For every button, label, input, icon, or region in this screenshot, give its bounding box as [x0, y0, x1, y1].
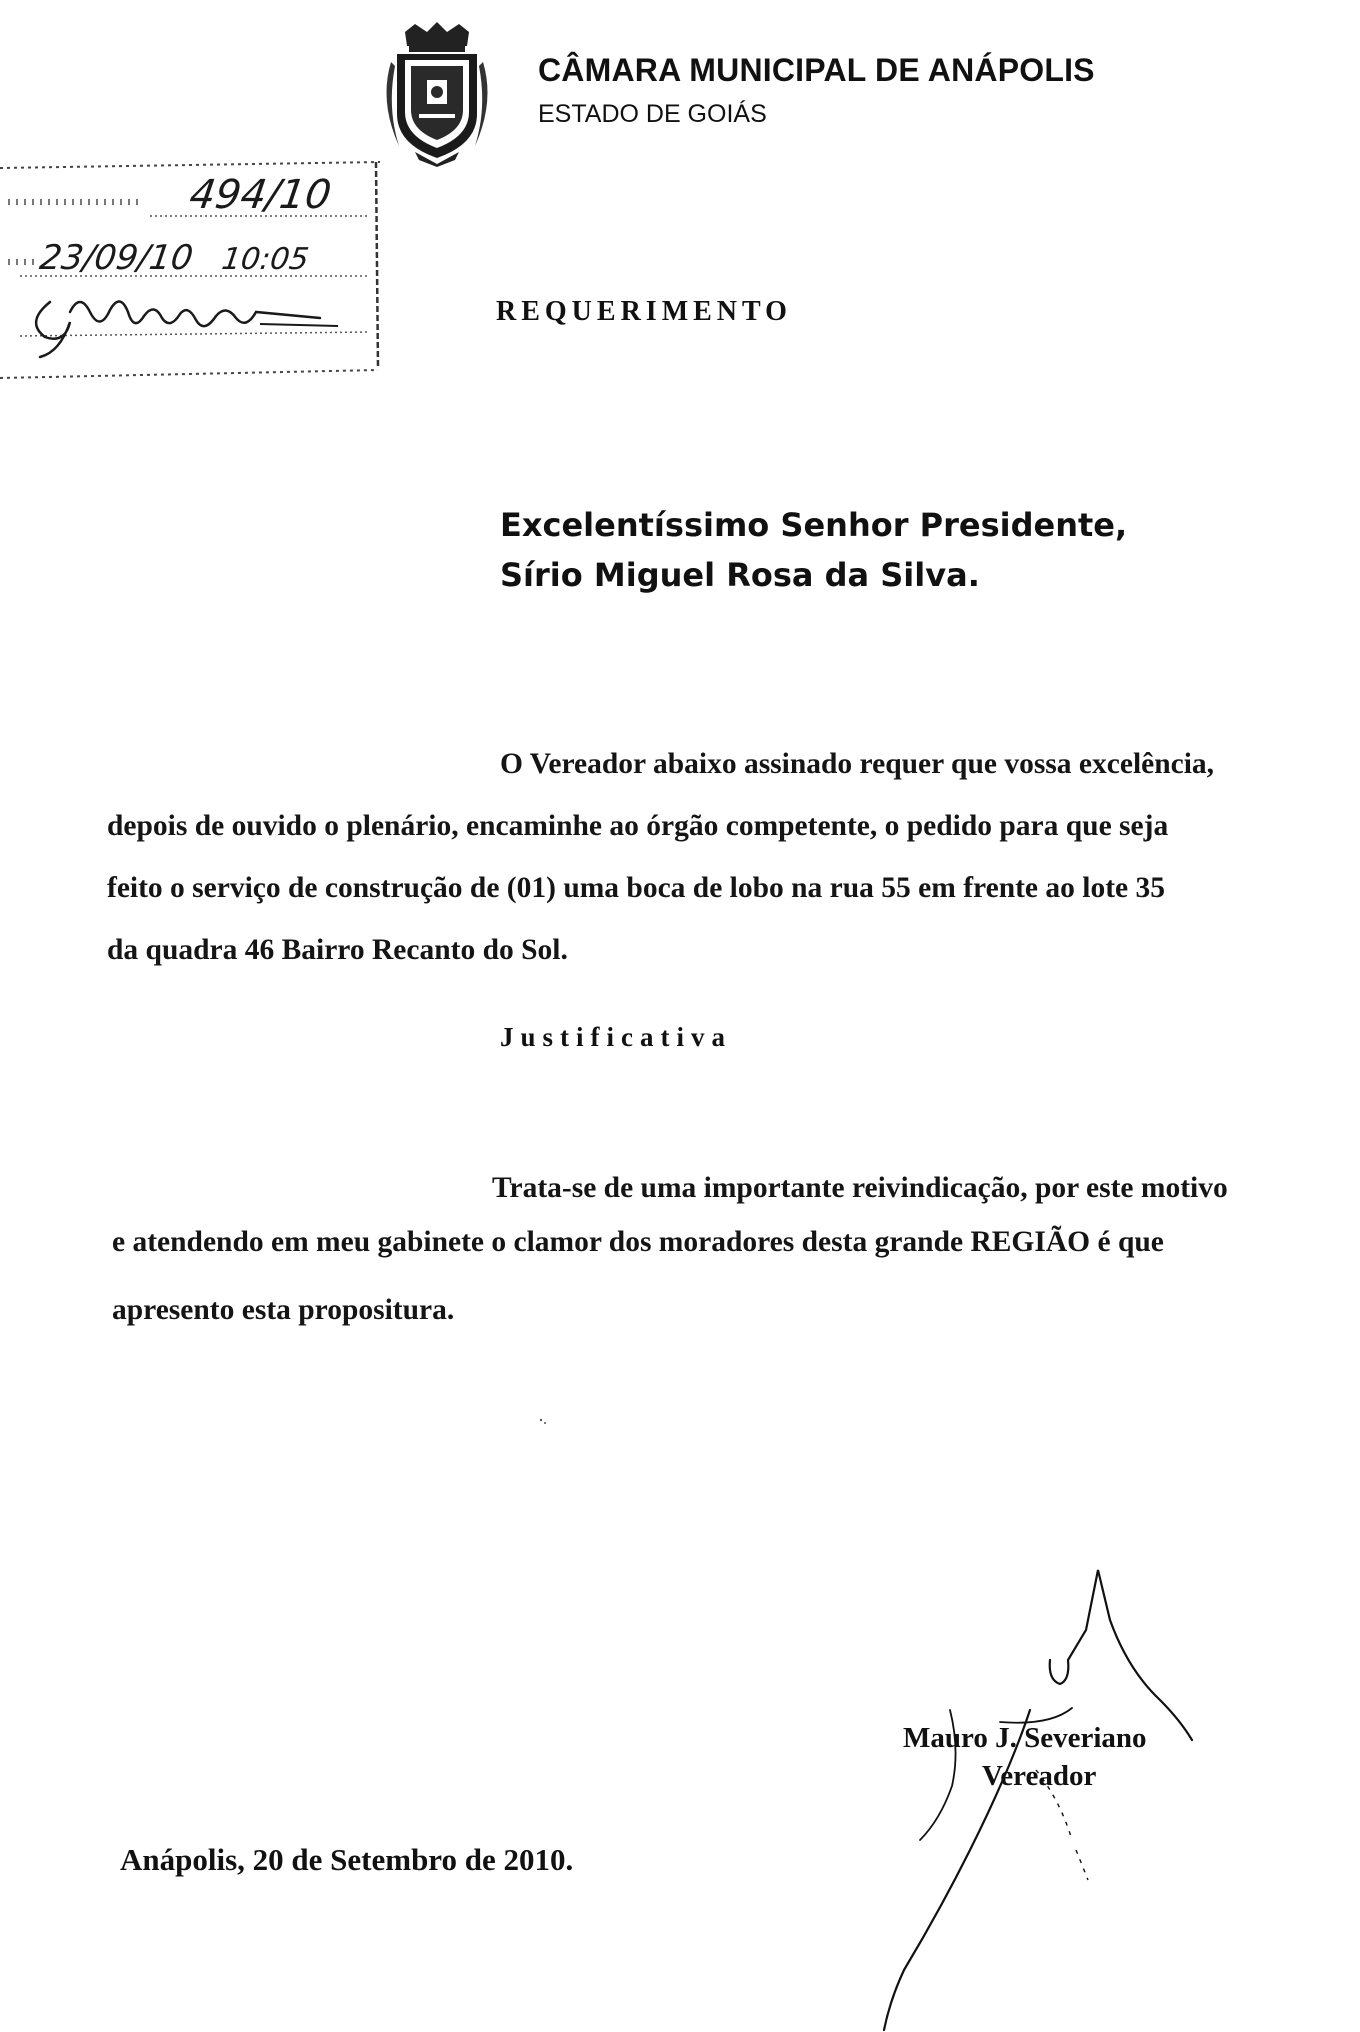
body-line: O Vereador abaixo assinado requer que vossa excelência, — [500, 748, 1215, 780]
justification-line: apresento esta propositura. — [112, 1294, 455, 1326]
addressee — [500, 500, 1127, 600]
body-line: feito o serviço de construção de (01) uma boca de lobo na rua 55 em frente ao lote 35 — [107, 872, 1166, 904]
scan-speck — [536, 1414, 550, 1428]
municipal-coat-of-arms-icon — [375, 22, 500, 167]
stamp-signature — [20, 282, 340, 362]
justification-line: Trata-se de uma importante reivindicação, por este motivo — [492, 1172, 1228, 1204]
justification-line: e atendendo em meu gabinete o clamor dos moradores desta grande REGIÃO é que — [112, 1226, 1164, 1258]
organization-name: CÂMARA MUNICIPAL DE ANÁPOLIS — [538, 52, 1095, 88]
place-and-date: Anápolis, 20 de Setembro de 2010. — [120, 1842, 574, 1877]
signer-name: Mauro J. Severiano — [903, 1722, 1147, 1754]
protocol-date: 23/09/10 — [37, 238, 196, 278]
protocol-number: 494/10 — [186, 172, 334, 218]
justification-heading: Justificativa — [500, 1022, 732, 1052]
addressee-line: Excelentíssimo Senhor Presidente, — [500, 506, 1128, 544]
protocol-time: 10:05 — [219, 242, 311, 277]
body-line: depois de ouvido o plenário, encaminhe ao órgão competente, o pedido para que seja — [107, 810, 1169, 842]
signer-role: Vereador — [982, 1760, 1097, 1792]
organization-state: ESTADO DE GOIÁS — [538, 100, 767, 128]
handwritten-signature — [860, 1550, 1280, 2032]
document-title: REQUERIMENTO — [496, 296, 792, 327]
addressee-line: Sírio Miguel Rosa da Silva. — [500, 556, 980, 594]
body-line: da quadra 46 Bairro Recanto do Sol. — [107, 934, 568, 966]
